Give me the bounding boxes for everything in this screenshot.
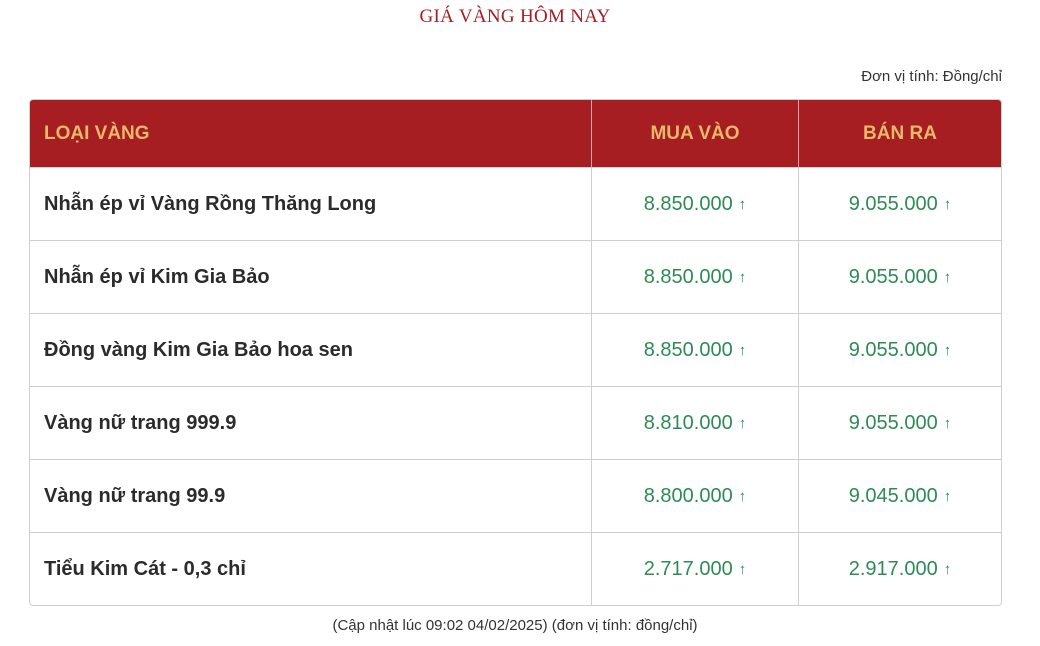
arrow-up-icon: ↑ <box>738 414 747 432</box>
buy-price-cell <box>592 167 799 240</box>
gold-type-cell: Đồng vàng Kim Gia Bảo hoa sen <box>30 313 592 386</box>
gold-type-cell: Tiểu Kim Cát - 0,3 chỉ <box>30 532 592 605</box>
sell-price-cell <box>799 459 1001 532</box>
sell-price-cell <box>799 532 1001 605</box>
arrow-up-icon: ↑ <box>738 195 747 213</box>
table-row <box>30 459 1001 532</box>
table-row <box>30 313 1001 386</box>
table-header-row <box>30 100 1001 167</box>
unit-note: Đơn vị tính: Đồng/chỉ <box>861 68 1002 85</box>
gold-type-cell: Nhẫn ép vỉ Vàng Rồng Thăng Long <box>30 167 592 240</box>
buy-price-cell <box>592 459 799 532</box>
gold-type-cell: Nhẫn ép vỉ Kim Gia Bảo <box>30 240 592 313</box>
sell-price-value: 9.055.000 <box>848 265 938 288</box>
buy-price-cell <box>592 532 799 605</box>
sell-price-cell <box>799 313 1001 386</box>
sell-price-value: 9.055.000 <box>848 338 938 361</box>
buy-price-cell <box>592 313 799 386</box>
header-buy: MUA VÀO <box>592 100 799 167</box>
buy-price-value: 8.850.000 <box>643 265 733 288</box>
arrow-up-icon: ↑ <box>738 560 747 578</box>
sell-price-value: 2.917.000 <box>848 557 938 580</box>
sell-price-value: 9.045.000 <box>848 484 938 507</box>
sell-price-cell <box>799 167 1001 240</box>
gold-price-table <box>29 99 1002 606</box>
buy-price-value: 8.810.000 <box>643 411 733 434</box>
sell-price-cell <box>799 386 1001 459</box>
table-row <box>30 386 1001 459</box>
table-row <box>30 532 1001 605</box>
gold-type-cell: Vàng nữ trang 99.9 <box>30 459 592 532</box>
buy-price-value: 8.850.000 <box>643 192 733 215</box>
sell-price-cell <box>799 240 1001 313</box>
buy-price-value: 8.800.000 <box>643 484 733 507</box>
arrow-up-icon: ↑ <box>738 341 747 359</box>
table-row <box>30 240 1001 313</box>
sell-price-value: 9.055.000 <box>848 192 938 215</box>
header-gold-type: LOẠI VÀNG <box>30 100 592 167</box>
sell-price-value: 9.055.000 <box>848 411 938 434</box>
buy-price-value: 2.717.000 <box>643 557 733 580</box>
gold-type-cell: Vàng nữ trang 999.9 <box>30 386 592 459</box>
buy-price-value: 8.850.000 <box>643 338 733 361</box>
arrow-up-icon: ↑ <box>943 341 952 359</box>
update-timestamp-note: (Cập nhật lúc 09:02 04/02/2025) (đơn vị tính: đồng/chỉ) <box>332 617 698 634</box>
arrow-up-icon: ↑ <box>943 560 952 578</box>
buy-price-cell <box>592 240 799 313</box>
arrow-up-icon: ↑ <box>943 268 952 286</box>
header-sell: BÁN RA <box>799 100 1001 167</box>
arrow-up-icon: ↑ <box>943 487 952 505</box>
page-title: GIÁ VÀNG HÔM NAY <box>419 6 611 27</box>
arrow-up-icon: ↑ <box>738 268 747 286</box>
arrow-up-icon: ↑ <box>738 487 747 505</box>
arrow-up-icon: ↑ <box>943 195 952 213</box>
buy-price-cell <box>592 386 799 459</box>
table-row <box>30 167 1001 240</box>
arrow-up-icon: ↑ <box>943 414 952 432</box>
